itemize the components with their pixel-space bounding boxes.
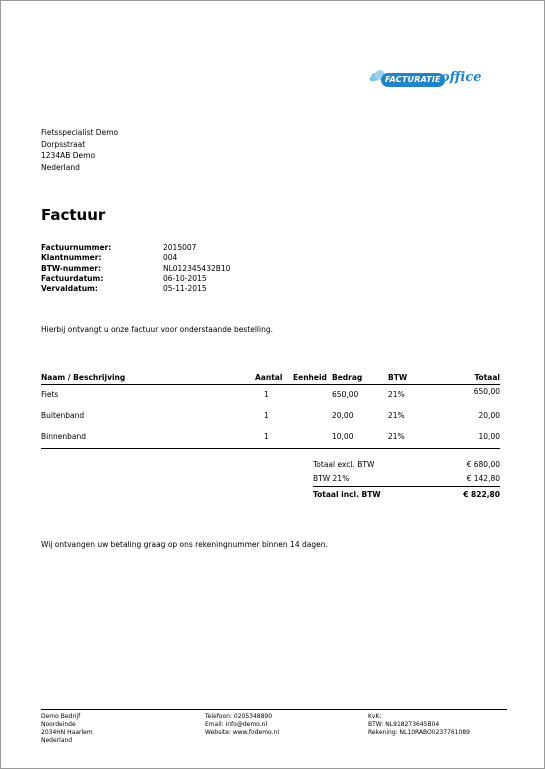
subtotal-label: Totaal excl. BTW (313, 460, 375, 469)
footer-divider (41, 709, 507, 710)
cell-description: Binnenband (41, 427, 255, 449)
logo-badge: FACTURATIE (381, 73, 445, 87)
cell-vat: 21% (388, 389, 405, 399)
facturatie-office-logo (369, 67, 482, 91)
header-amount: Bedrag (332, 371, 388, 384)
meta-row (41, 253, 230, 263)
meta-row (41, 264, 230, 274)
footer-company-postal-city: 2034HN Haarlem (41, 729, 93, 736)
cell-total: 10,00 (443, 427, 500, 449)
footer-company-name: Demo Bedrijf (41, 713, 81, 720)
sender-name: Fietsspecialist Demo (41, 128, 119, 137)
cell-quantity: 1 (264, 389, 269, 399)
table-row (41, 384, 500, 406)
totals-divider (313, 486, 500, 487)
footer-kvk: KvK: (368, 713, 382, 720)
cell-description: Buitenband (41, 410, 85, 420)
meta-value: 05-11-2015 (163, 284, 207, 294)
cell-unit (288, 384, 332, 406)
footer-vat-number: BTW: NL918273645B04 (368, 721, 440, 728)
footer-email: Email: info@demo.nl (205, 721, 268, 728)
cell-quantity: 1 (264, 410, 269, 420)
footer-company-country: Nederland (41, 737, 73, 744)
vat-label: BTW 21% (313, 474, 350, 483)
meta-label: BTW-nummer: (41, 263, 101, 273)
vat-value: € 142,80 (466, 474, 500, 483)
meta-row (41, 243, 230, 253)
header-description: Naam / Beschrijving (41, 371, 255, 384)
grand-total-row (313, 489, 500, 501)
cell-vat: 21% (388, 427, 443, 449)
meta-row (41, 274, 230, 284)
invoice-meta (41, 243, 230, 294)
sender-street: Dorpsstraat (41, 139, 86, 149)
cell-amount: 20,00 (332, 410, 354, 420)
header-quantity: Aantal (255, 371, 288, 384)
grand-total-value: € 822,80 (463, 490, 500, 499)
sender-postal-city: 1234AB Demo (41, 151, 96, 160)
meta-label: Factuurdatum: (41, 273, 104, 283)
footer-bank-account: Rekening: NL10RABO0237761089 (368, 729, 470, 736)
sender-country: Nederland (41, 162, 80, 172)
cell-total: 20,00 (478, 410, 500, 420)
cell-amount: 650,00 (332, 389, 359, 399)
table-header-row (41, 371, 500, 384)
table-row (41, 427, 500, 449)
totals-block (313, 459, 500, 501)
grand-total-label: Totaal incl. BTW (313, 490, 381, 499)
line-items-table (41, 371, 500, 449)
footer-phone: Telefoon: 0205348890 (205, 713, 273, 720)
cell-vat: 21% (388, 410, 405, 420)
cell-total: 650,00 (473, 386, 500, 396)
cell-quantity: 1 (255, 427, 288, 449)
meta-label: Factuurnummer: (41, 243, 112, 252)
cell-description: Fiets (41, 389, 59, 399)
cell-amount: 10,00 (332, 427, 388, 449)
meta-label: Klantnummer: (41, 253, 102, 263)
meta-value: 06-10-2015 (163, 273, 207, 283)
footer-registration (368, 713, 470, 737)
meta-value: NL012345432B10 (163, 263, 231, 273)
payment-note: Wij ontvangen uw betaling graag op ons rekeningnummer binnen 14 dagen. (41, 540, 328, 549)
footer-website: Website: www.fodemo.nl (205, 729, 279, 736)
footer-company (41, 713, 93, 745)
cell-unit (288, 427, 332, 449)
cell-unit (288, 406, 332, 428)
footer-company-street: Noordeinde (41, 721, 76, 728)
sender-address (41, 127, 118, 173)
header-total: Totaal (443, 371, 500, 384)
vat-row (313, 473, 500, 485)
header-vat: BTW (388, 371, 443, 384)
document-title: Factuur (41, 206, 106, 224)
header-unit: Eenheid (288, 371, 332, 384)
subtotal-row (313, 459, 500, 471)
intro-text: Hierbij ontvangt u onze factuur voor onderstaande bestelling. (41, 325, 274, 334)
meta-row (41, 284, 230, 294)
footer-contact (205, 713, 279, 737)
table-row (41, 406, 500, 428)
meta-value: 2015007 (163, 243, 197, 252)
meta-label: Vervaldatum: (41, 284, 98, 294)
logo-office-text: office (441, 70, 482, 85)
subtotal-value: € 680,00 (466, 460, 500, 469)
meta-value: 004 (163, 253, 178, 263)
